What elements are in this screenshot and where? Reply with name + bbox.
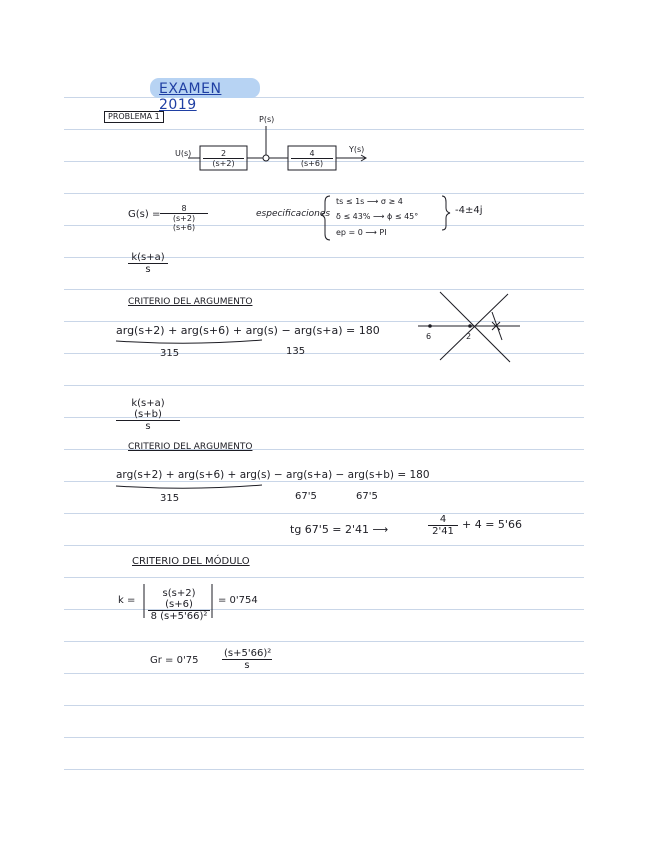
pid-num: k(s+a)(s+b) <box>116 398 180 421</box>
section2-frac-den: 2'41 <box>432 526 454 537</box>
output-signal-label: Y(s) <box>349 145 365 154</box>
pid-den: s <box>145 421 151 432</box>
block1-den: (s+2) <box>212 159 235 168</box>
section2-angle-b: 67'5 <box>356 491 378 502</box>
gain-num: s(s+2)(s+6) <box>148 588 210 611</box>
gain-lhs: k = <box>118 595 136 606</box>
section2-frac-num: 4 <box>428 514 458 526</box>
spec-steady-state-error: ep = 0 ⟶ PI <box>336 228 387 237</box>
spec-overshoot: δ ≤ 43% ⟶ ϕ ≤ 45° <box>336 212 419 221</box>
section2-heading: CRITERIO DEL ARGUMENTO <box>128 442 253 452</box>
pi-num: k(s+a) <box>128 252 168 264</box>
block2-num: 4 <box>291 149 333 159</box>
section2-sum: 315 <box>160 493 180 504</box>
section3-heading: CRITERIO DEL MÓDULO <box>132 556 250 567</box>
root-locus-pole-6: 6 <box>426 332 432 341</box>
section1-sum: 315 <box>160 348 180 359</box>
spec-target-poles: -4±4j <box>455 205 483 216</box>
controller-result-fraction <box>222 648 272 671</box>
disturbance-label: P(s) <box>259 115 275 124</box>
section2-tangent: tg 67'5 = 2'41 ⟶ <box>290 523 389 536</box>
section1-equation: arg(s+2) + arg(s+6) + arg(s) − arg(s+a) = 180 <box>116 324 380 337</box>
section2-zero-value: + 4 = 5'66 <box>462 518 522 531</box>
root-locus-pole-2: 2 <box>466 332 472 341</box>
plant-den: (s+2)(s+6) <box>172 214 196 232</box>
pi-den: s <box>145 264 151 275</box>
controller-result-lhs: Gr = 0'75 <box>150 655 199 666</box>
controller-result-den: s <box>244 660 250 671</box>
problem-label: PROBLEMA 1 <box>104 111 164 123</box>
gain-fraction <box>148 588 210 622</box>
input-signal-label: U(s) <box>175 149 192 158</box>
block1-num: 2 <box>203 149 244 159</box>
block2-den: (s+6) <box>300 159 324 168</box>
section1-angle: 135 <box>286 346 306 357</box>
section2-angle-a: 67'5 <box>295 491 317 502</box>
controller-result-num: (s+5'66)² <box>224 648 272 659</box>
spec-settling-time: ts ≤ 1s ⟶ σ ≥ 4 <box>336 197 403 206</box>
exam-title: EXAMEN 2019 <box>159 81 222 113</box>
section2-equation: arg(s+2) + arg(s+6) + arg(s) − arg(s+a) − arg(s+b) = 180 <box>116 469 430 481</box>
gain-result: = 0'754 <box>218 595 258 606</box>
plant-lhs: G(s) = <box>128 209 161 220</box>
plant-num: 8 <box>160 204 208 214</box>
gain-den: 8 (s+5'66)² <box>150 611 208 622</box>
section1-heading: CRITERIO DEL ARGUMENTO <box>128 297 253 307</box>
specs-label: especificaciones <box>256 209 331 219</box>
